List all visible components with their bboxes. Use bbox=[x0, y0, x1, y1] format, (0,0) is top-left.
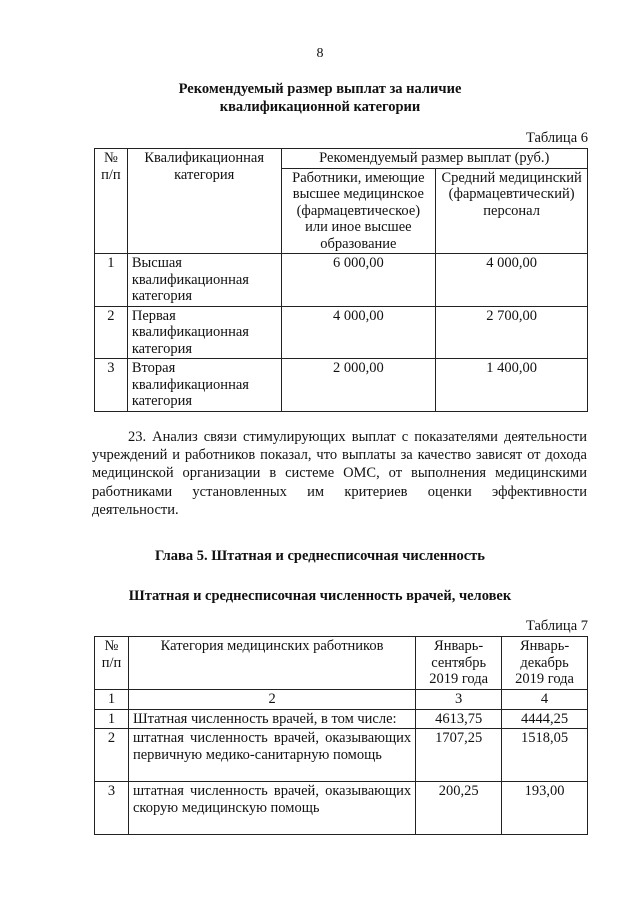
paragraph-23-text: 23. Анализ связи стимулирующих выплат с показателями деятельности учреждений и работников показал, что выплаты за качество зависят от дохода медицинской организации в системе ОМС, от выполнения медицинскими работниками установленных им критериев оценки эффективности деятельности. bbox=[92, 429, 587, 518]
row-num: 3 bbox=[95, 359, 128, 412]
header-num: № п/п bbox=[95, 637, 129, 690]
row-middle: 1 400,00 bbox=[436, 359, 588, 412]
row-higher: 2 000,00 bbox=[281, 359, 436, 412]
row-num: 2 bbox=[95, 306, 128, 359]
paragraph-23 bbox=[92, 428, 587, 519]
table-7 bbox=[94, 636, 588, 835]
chapter5-subtitle: Штатная и среднесписочная численность врачей, человек bbox=[128, 588, 512, 604]
header-num: № п/п bbox=[95, 149, 128, 254]
header-period2: Январь-декабрь 2019 года bbox=[502, 637, 588, 690]
row-num: 1 bbox=[95, 709, 129, 729]
row-category: Вторая квалификационная категория bbox=[127, 359, 281, 412]
chapter5-title: Глава 5. Штатная и среднесписочная численность bbox=[155, 548, 485, 564]
table-row bbox=[95, 729, 588, 782]
table-row bbox=[95, 254, 588, 307]
table7-header-row bbox=[95, 637, 588, 690]
index-cell: 4 bbox=[502, 690, 588, 710]
table7-index-row bbox=[95, 690, 588, 710]
header-group: Рекомендуемый размер выплат (руб.) bbox=[281, 149, 587, 169]
row-num: 2 bbox=[95, 729, 129, 782]
row-period2: 1518,05 bbox=[502, 729, 588, 782]
index-cell: 2 bbox=[128, 690, 415, 710]
table7-caption: Таблица 7 bbox=[525, 618, 588, 634]
index-cell: 1 bbox=[95, 690, 129, 710]
index-cell: 3 bbox=[416, 690, 502, 710]
row-middle: 4 000,00 bbox=[436, 254, 588, 307]
table-row bbox=[95, 709, 588, 729]
row-category: Штатная численность врачей, в том числе: bbox=[128, 709, 415, 729]
header-category: Категория медицинских работников bbox=[128, 637, 415, 690]
header-middle: Средний медицинский (фармацевтический) персонал bbox=[436, 168, 588, 254]
table6-caption: Таблица 6 bbox=[525, 130, 588, 146]
row-period1: 4613,75 bbox=[416, 709, 502, 729]
row-num: 3 bbox=[95, 782, 129, 835]
page-number: 8 bbox=[316, 46, 324, 61]
row-category: Высшая квалификационная категория bbox=[127, 254, 281, 307]
section-title-line1: Рекомендуемый размер выплат за наличие bbox=[178, 81, 462, 97]
header-period1: Январь-сентябрь 2019 года bbox=[416, 637, 502, 690]
table-row bbox=[95, 782, 588, 835]
row-period2: 4444,25 bbox=[502, 709, 588, 729]
row-num: 1 bbox=[95, 254, 128, 307]
row-period1: 1707,25 bbox=[416, 729, 502, 782]
section-title-line2: квалификационной категории bbox=[219, 99, 421, 115]
row-higher: 6 000,00 bbox=[281, 254, 436, 307]
header-higher: Работники, имеющие высшее медицинское (фармацевтическое) или иное высшее образование bbox=[281, 168, 436, 254]
row-higher: 4 000,00 bbox=[281, 306, 436, 359]
row-period2: 193,00 bbox=[502, 782, 588, 835]
row-category: штатная численность врачей, оказывающих скорую медицинскую помощь bbox=[128, 782, 415, 835]
table-row bbox=[95, 359, 588, 412]
row-period1: 200,25 bbox=[416, 782, 502, 835]
row-category: штатная численность врачей, оказывающих первичную медико-санитарную помощь bbox=[128, 729, 415, 782]
table-6 bbox=[94, 148, 588, 412]
table-row bbox=[95, 306, 588, 359]
header-category: Квалификационная категория bbox=[127, 149, 281, 254]
row-category: Первая квалификационная категория bbox=[127, 306, 281, 359]
row-middle: 2 700,00 bbox=[436, 306, 588, 359]
table6-header-row bbox=[95, 149, 588, 169]
